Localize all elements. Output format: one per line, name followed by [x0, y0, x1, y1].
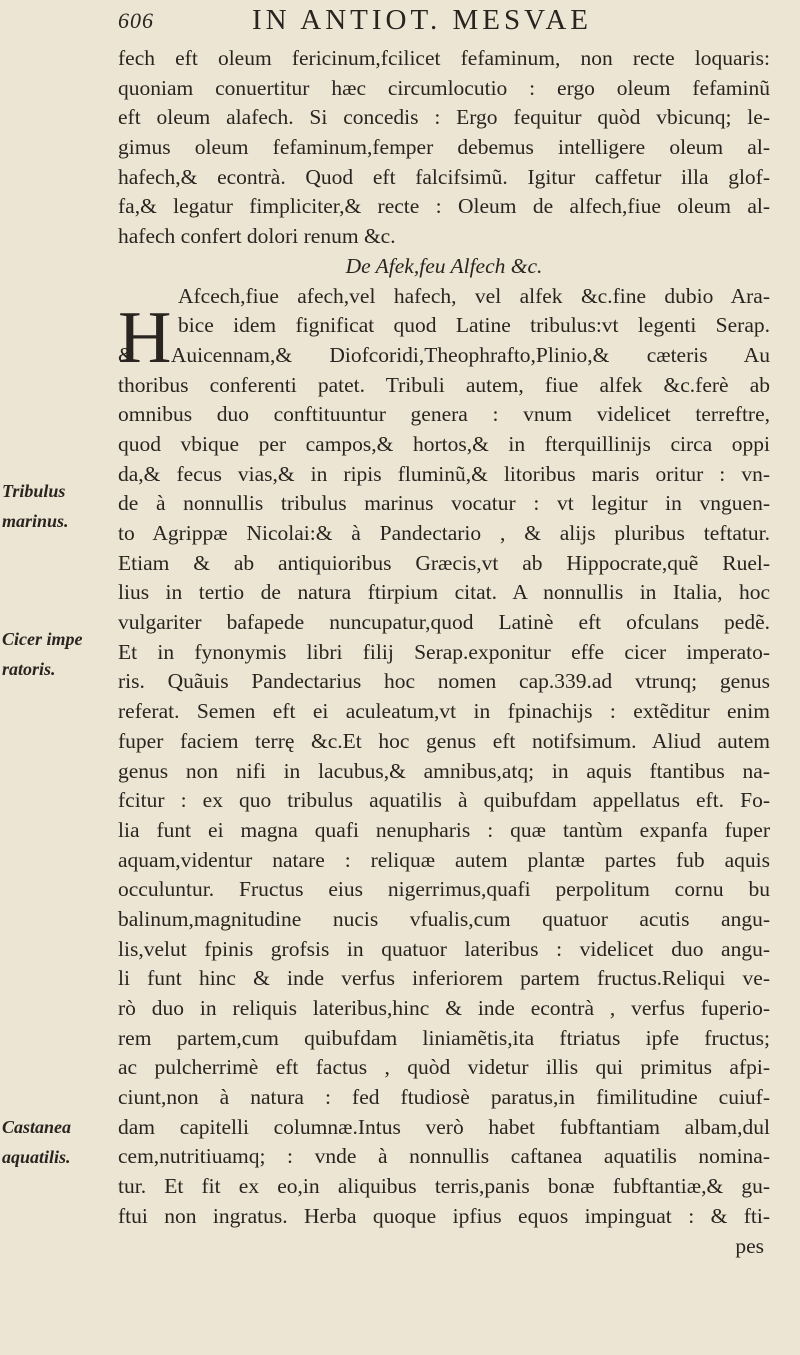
text-line: balinum,magnitudine nucis vfualis,cum quatuor acutis angu- [118, 906, 770, 931]
text-line: tur. Et fit ex eo,in aliquibus terris,panis bonæ fubftantiæ,& gu- [118, 1174, 770, 1199]
text-line: ciunt,non à natura : fed ftudiosè paratus,in fimilitudine cuiuf- [118, 1085, 770, 1110]
margin-note-line: marinus. [2, 511, 69, 531]
text-line: de à nonnullis tribulus marinus vocatur : vt legitur in vnguen- [118, 491, 770, 516]
text-line: aquam,videntur natare : reliquæ autem plantæ partes fub aquis [118, 847, 770, 872]
text-line: genus non nifi in lacubus,& amnibus,atq; in aquis ftantibus na- [118, 758, 770, 783]
page-body [118, 44, 770, 1261]
running-head: IN ANTIOT. MESVAE [252, 4, 593, 36]
text-line: lis,velut fpinis grofsis in quatuor lateribus : videlicet duo angu- [118, 936, 770, 961]
page-header [118, 4, 758, 40]
margin-note-line: Castanea [2, 1117, 72, 1137]
section-subheading: De Afek,feu Alfech &c. [345, 253, 543, 278]
text-line: Afcech,fiue afech,vel hafech, vel alfek &c.fine dubio Ara- [178, 283, 770, 308]
text-line: to Agrippæ Nicolai:& à Pandectario , & alijs pluribus teftatur. [118, 521, 770, 545]
margin-note-line: Tribulus [2, 481, 66, 501]
text-line: lia funt ei magna quafi nenupharis : quæ tantùm expanfa fuper [118, 817, 770, 842]
text-line: rem partem,cum quibufdam liniamẽtis,ita ftriatus ipfe fructus; [118, 1025, 770, 1050]
text-line: fech eft oleum fericinum,fcilicet fefaminum, non recte loquaris: [118, 46, 770, 70]
text-line: thoribus conferenti patet. Tribuli autem, fiue alfek &c.ferè ab [118, 372, 770, 397]
text-line: ftui non ingratus. Herba quoque ipfius equos impinguat : & fti- [118, 1203, 770, 1228]
drop-cap: H [118, 297, 172, 379]
text-line: Etiam & ab antiquioribus Græcis,vt ab Hippocrate,quẽ Ruel- [118, 550, 770, 575]
text-line: & Auicennam,& Diofcoridi,Theophrafto,Plinio,& cæteris Au [118, 342, 770, 367]
paragraph-1 [118, 44, 770, 252]
margin-note-line: Cicer impe [2, 629, 83, 649]
margin-note-line: ratoris. [2, 659, 56, 679]
text-line: referat. Semen eft ei aculeatum,vt in fpinachijs : extẽditur enim [118, 699, 770, 724]
text-line: lius in tertio de natura ftirpium citat. A nonnullis in Italia, hoc [118, 580, 770, 605]
text-line: da,& fecus vias,& in ripis fluminũ,& litoribus maris oritur : vn- [118, 461, 770, 486]
margin-note-tribulus [2, 476, 112, 536]
catchword: pes [735, 1233, 764, 1258]
text-line: fuper faciem terrę &c.Et hoc genus eft notifsimum. Aliud autem [118, 728, 770, 753]
text-line: li funt hinc & inde verfus inferiorem partem fructus.Reliqui ve- [118, 966, 770, 991]
text-line: ac pulcherrimè eft factus , quòd videtur illis qui primitus afpi- [118, 1055, 770, 1080]
text-line: quoniam conuertitur hæc circumlocutio : ergo oleum fefaminũ [118, 75, 770, 100]
text-line: hafech confert dolori renum &c. [118, 224, 396, 249]
text-line: vulgariter bafapede nuncupatur,quod Latinè eft ofculans pedẽ. [118, 610, 770, 635]
text-line: fcitur : ex quo tribulus aquatilis à quibufdam appellatus eft. Fo- [118, 788, 770, 813]
text-line: bice idem fignificat quod Latine tribulus:vt legenti Serap. [178, 313, 770, 338]
margin-note-castanea [2, 1112, 112, 1172]
text-line: fa,& legatur fimpliciter,& recte : Oleum de alfech,fiue oleum al- [118, 194, 770, 219]
text-line: cem,nutritiuamq; : vnde à nonnullis caftanea aquatilis nomina- [118, 1144, 770, 1169]
text-line: hafech,& econtrà. Quod eft falcifsimũ. Igitur caffetur illa glof- [118, 164, 770, 189]
text-line: gimus oleum fefaminum,femper debemus intelligere oleum al- [118, 135, 770, 160]
text-line: dam capitelli columnæ.Intus verò habet fubftantiam albam,dul [118, 1114, 770, 1139]
text-line: quod vbique per campos,& hortos,& in fterquillinijs circa oppi [118, 431, 770, 456]
text-line: Et in fynonymis libri filij Serap.exponitur effe cicer imperato- [118, 639, 770, 664]
text-line: eft oleum alafech. Si concedis : Ergo fequitur quòd vbicunq; le- [118, 105, 770, 130]
text-line: omnibus duo conftituuntur genera : vnum videlicet terreftre, [118, 402, 770, 427]
paragraph-2 [118, 282, 770, 1232]
text-line: rò duo in reliquis lateribus,hinc & inde econtrà , verfus fuperio- [118, 996, 770, 1020]
text-line: ris. Quãuis Pandectarius hoc nomen cap.339.ad vtrunq; genus [118, 669, 770, 694]
text-line: occuluntur. Fructus eius nigerrimus,quafi perpolitum cornu bu [118, 877, 770, 902]
margin-note-line: aquatilis. [2, 1147, 71, 1167]
page-number: 606 [118, 8, 154, 33]
margin-note-cicer [2, 624, 112, 684]
